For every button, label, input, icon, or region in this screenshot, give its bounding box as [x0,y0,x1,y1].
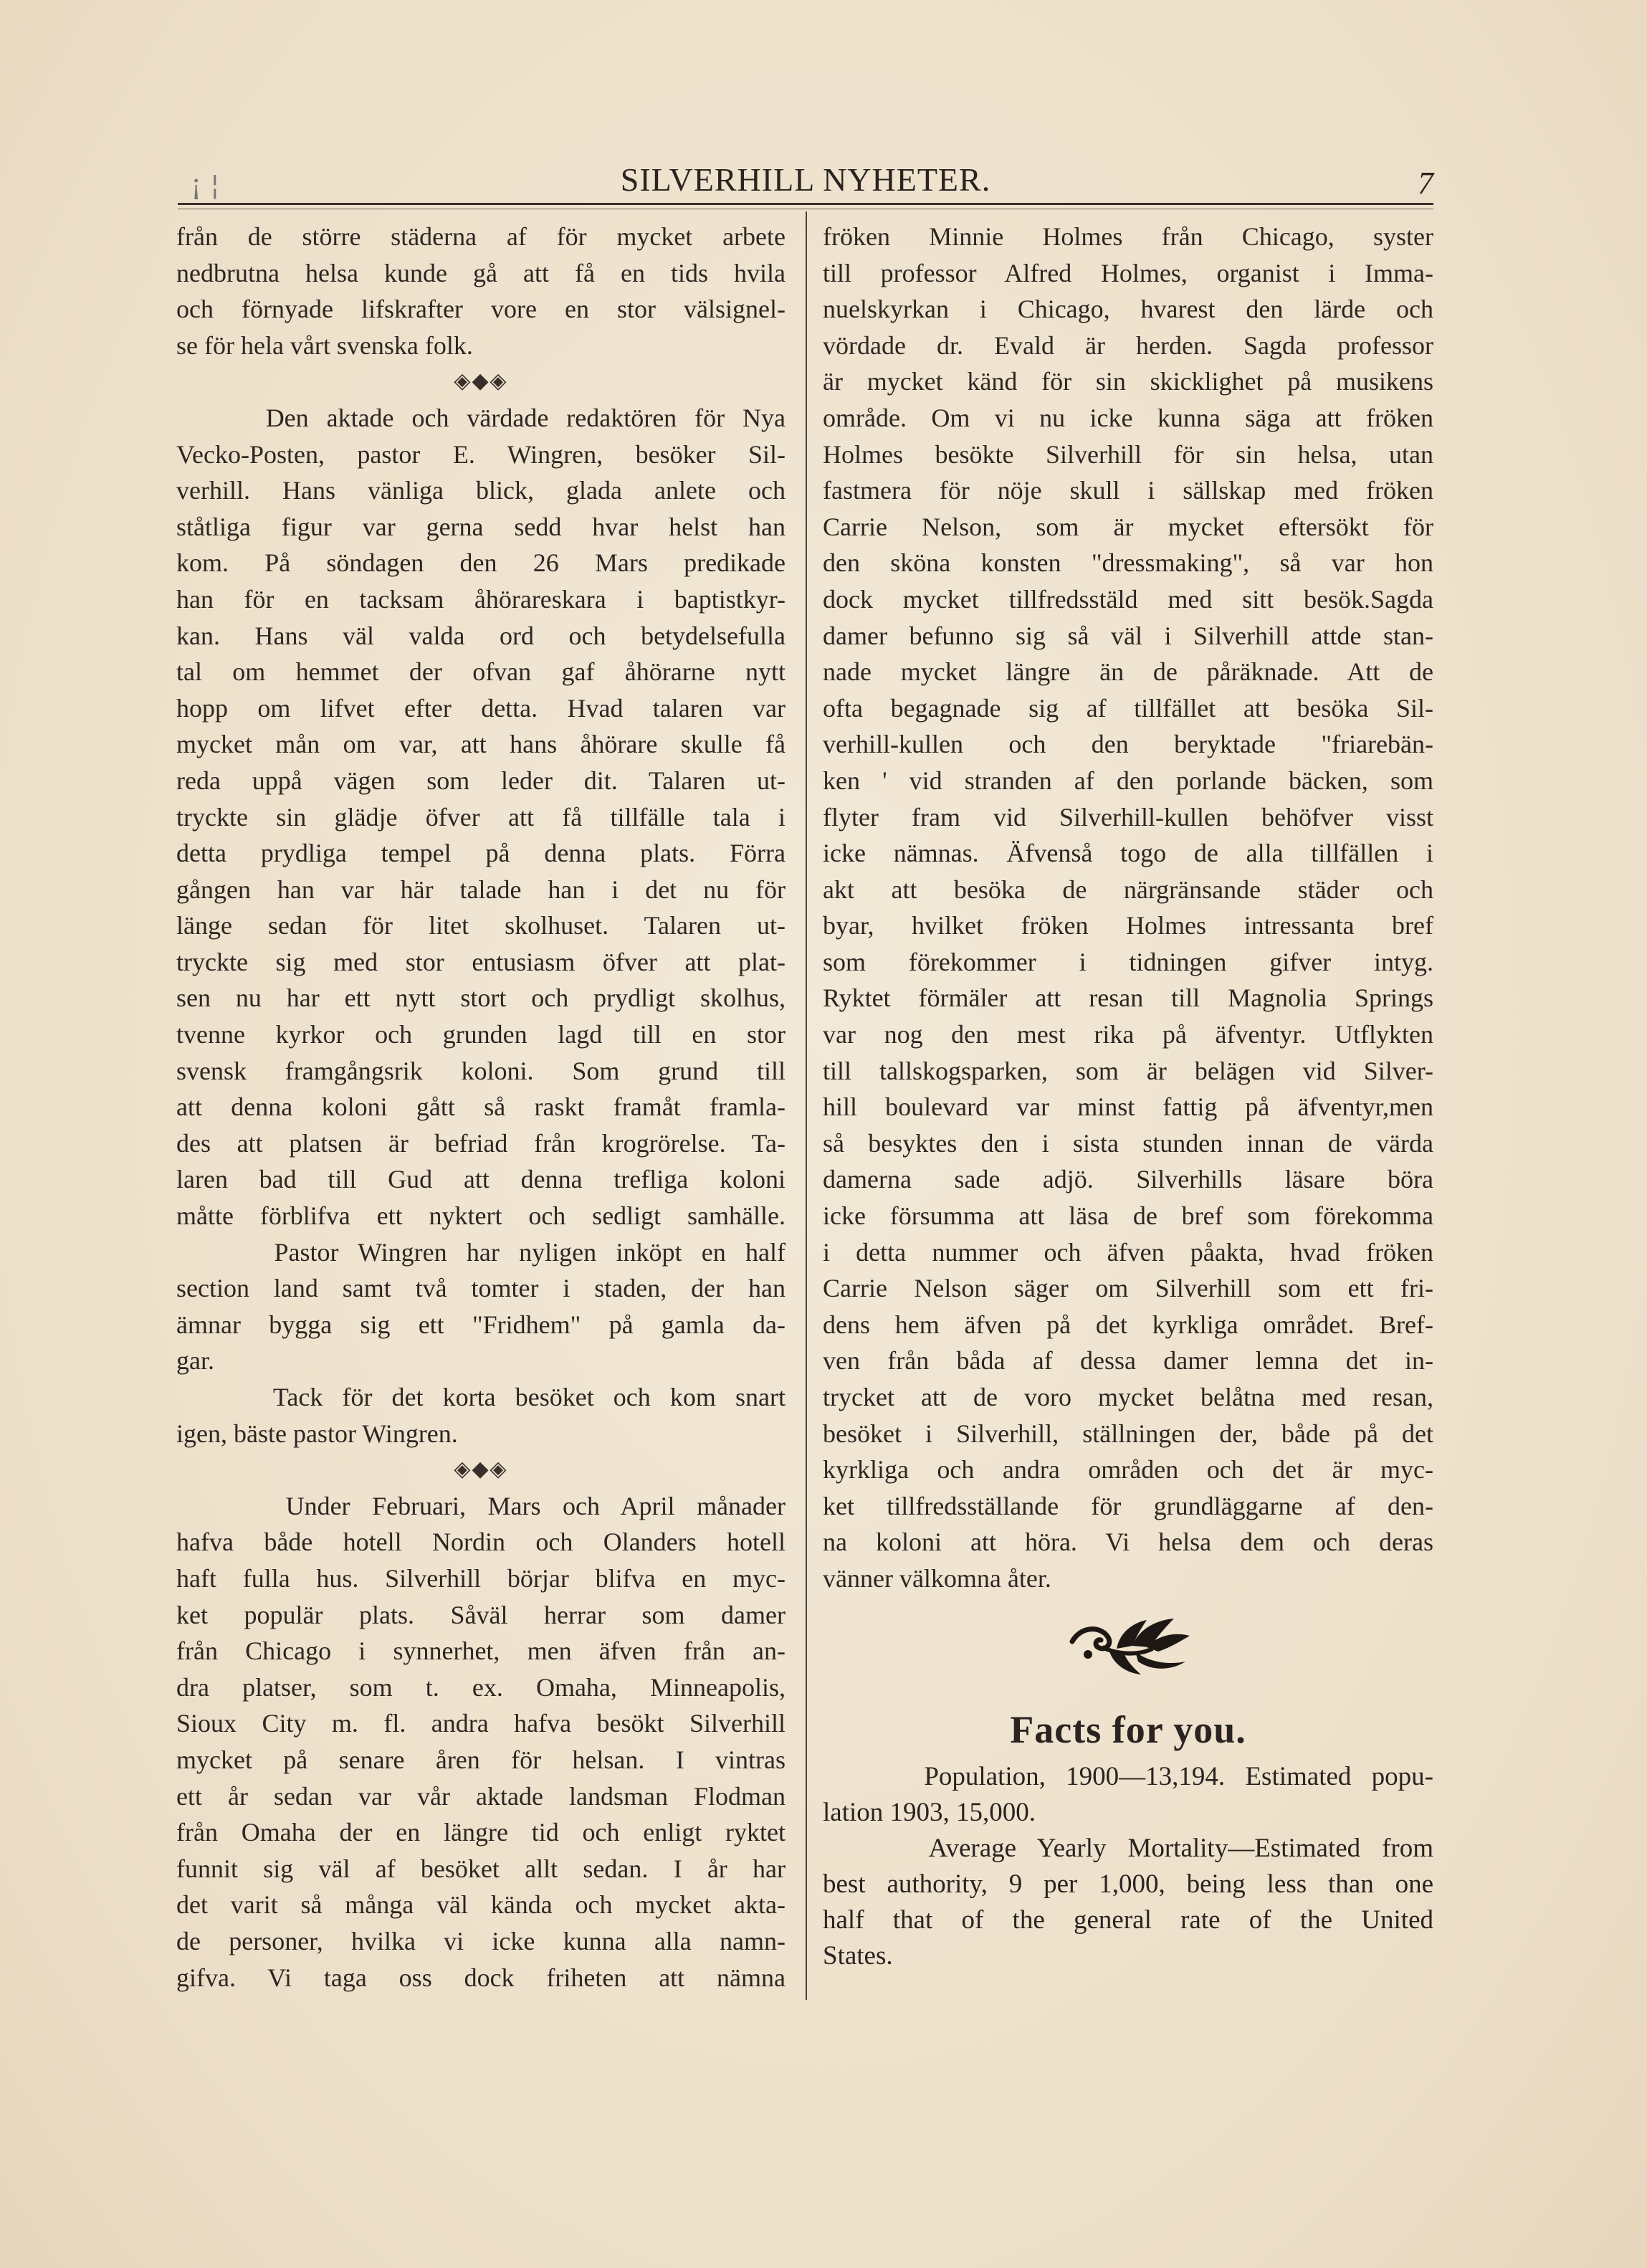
text-line: att denna koloni gått så raskt framåt framla- [176,1092,786,1122]
header-marks: ¡ ¦ [191,169,220,201]
text-line: igen, bäste pastor Wingren. [176,1419,458,1448]
text-line: från Omaha der en längre tid och enligt ryktet [176,1818,786,1847]
text-line: verhill-kullen och den beryktade "friarebän- [823,730,1433,759]
text-line: best authority, 9 per 1,000, being less than one [823,1869,1433,1899]
text-line: half that of the general rate of the United [823,1905,1433,1935]
text-line: dens hem äfven på det kyrkliga området. Bref- [823,1310,1433,1339]
text-line: Ryktet förmäler att resan till Magnolia Springs [823,983,1433,1013]
text-line: States. [823,1941,893,1971]
section-ornament: ◈◆◈ [454,1457,508,1482]
text-line: och förnyade lifskrafter vore en stor välsignel- [176,295,786,324]
text-line: icke försumma att läsa de bref som förekomma [823,1201,1433,1231]
text-line: från de större städerna af för mycket arbete [176,222,786,251]
text-line: na koloni att höra. Vi helsa dem och deras [823,1528,1433,1557]
text-line: länge sedan för litet skolhuset. Talaren ut- [176,911,786,940]
text-line: tal om hemmet der ofvan gaf åhörarne nytt [176,657,786,687]
text-line: fastmera för nöje skull i sällskap med fröken [823,476,1433,505]
facts-body [823,1759,1433,1974]
text-line: damer befunno sig så väl i Silverhill attde stan- [823,621,1433,650]
text-line: ket tillfredsställande för grundläggarne af den- [823,1491,1433,1520]
text-line: måtte förblifva ett nyktert och sedligt samhälle. [176,1201,786,1231]
text-line: laren bad till Gud att denna trefliga koloni [176,1165,786,1194]
text-line: nade mycket längre än de påräknade. Att de [823,657,1433,687]
text-line: sen nu har ett nytt stort och prydligt skolhus, [176,983,786,1013]
text-line: till professor Alfred Holmes, organist i Imma- [823,258,1433,287]
text-line: den sköna konsten "dressmaking", så var hon [823,548,1433,578]
text-line: ket populär plats. Såväl herrar som damer [176,1600,786,1629]
text-line: Den aktade och värdade redaktören för Nya [176,403,786,432]
text-line: des att platsen är befriad från krogrörelse. Ta- [176,1128,786,1158]
facts-box [823,1707,1433,1974]
text-line: Average Yearly Mortality—Estimated from [823,1834,1433,1863]
text-line: kyrkliga och andra områden och det är myc- [823,1455,1433,1485]
text-line: var nog den mest rika på äfventyr. Utflykten [823,1020,1433,1049]
text-line: från Chicago i synnerhet, men äfven från an- [176,1636,786,1666]
text-line: han för en tacksam åhörareskara i baptistkyr- [176,584,786,614]
page-number: 7 [1418,166,1433,201]
text-line: det varit så många väl kända och mycket akta- [176,1890,786,1920]
text-line: reda uppå vägen som leder dit. Talaren ut- [176,766,786,795]
text-line: fröken Minnie Holmes från Chicago, syster [823,222,1433,251]
text-line: kan. Hans väl valda ord och betydelsefulla [176,621,786,650]
text-line: gifva. Vi taga oss dock friheten att nämna [176,1963,786,1992]
text-line: kom. På söndagen den 26 Mars predikade [176,548,786,578]
text-line: verhill. Hans vänliga blick, glada anlete och [176,476,786,505]
text-line: ofta begagnade sig af tillfället att besöka Sil- [823,693,1433,723]
text-line: är mycket känd för sin skicklighet på musikens [823,367,1433,396]
text-line: trycket att de voro mycket belåtna med resan, [823,1383,1433,1411]
text-line: hill boulevard var minst fattig på äfventyr,men [823,1092,1433,1122]
text-line: område. Om vi nu icke kunna säga att fröken [823,403,1433,432]
text-line: detta prydliga tempel på denna plats. Förra [176,839,786,868]
page-header [178,159,1433,202]
section-ornament: ◈◆◈ [454,369,508,394]
text-line: som förekommer i tidningen gifver intyg. [823,947,1433,976]
text-line: dock mycket tillfredsstäld med sitt besök.Sagda [823,584,1433,614]
text-line: Tack för det korta besöket och kom snart [176,1383,786,1411]
text-line: se för hela vårt svenska folk. [176,330,473,360]
text-line: haft fulla hus. Silverhill börjar blifva en myc- [176,1563,786,1593]
text-line: besöket i Silverhill, ställningen der, både på det [823,1419,1433,1448]
text-line: i detta nummer och äfven påakta, hvad fröken [823,1237,1433,1267]
text-line: Holmes besökte Silverhill för sin helsa, utan [823,439,1433,469]
text-line: funnit sig väl af besöket allt sedan. I år har [176,1854,786,1883]
left-column [176,219,786,1996]
text-line: tryckte sig med stor entusiasm öfver att plat- [176,947,786,976]
text-line: till tallskogsparken, som är belägen vid Silver- [823,1056,1433,1085]
text-line: icke nämnas. Äfvenså togo de alla tillfällen i [823,839,1433,868]
text-line: svensk framgångsrik koloni. Som grund till [176,1056,786,1085]
text-line: ståtliga figur var gerna sedd hvar helst han [176,512,786,541]
text-line: ven från båda af dessa damer lemna det in- [823,1346,1433,1376]
text-line: så besyktes den i sista stunden innan de värda [823,1128,1433,1158]
text-line: gången han var här talade han i det nu för [176,875,786,904]
text-line: de personer, hvilka vi icke kunna alla namn- [176,1926,786,1955]
page-title: SILVERHILL NYHETER. [620,161,991,198]
text-line: gar. [176,1346,214,1376]
header-rule [178,203,1433,205]
text-line: damerna sade adjö. Silverhills läsare böra [823,1165,1433,1194]
text-line: Under Februari, Mars och April månader [176,1491,786,1520]
text-line: lation 1903, 15,000. [823,1798,1036,1827]
text-line: dra platser, som t. ex. Omaha, Minneapolis, [176,1672,786,1702]
text-line: hopp om lifvet efter detta. Hvad talaren var [176,693,786,723]
right-column [823,219,1433,1597]
text-line: ken ' vid stranden af den porlande bäcken, som [823,766,1433,795]
text-line: flyter fram vid Silverhill-kullen behöfver visst [823,802,1433,832]
text-line: Population, 1900—13,194. Estimated popu- [823,1762,1433,1791]
text-line: Pastor Wingren har nyligen inköpt en half [176,1237,786,1267]
fleuron-icon [1066,1604,1195,1683]
text-line: nedbrutna helsa kunde gå att få en tids hvila [176,258,786,287]
text-line: tvenne kyrkor och grunden lagd till en stor [176,1020,786,1049]
facts-title: Facts for you. [1010,1708,1246,1751]
text-line: mycket mån om var, att hans åhörare skulle få [176,730,786,759]
text-line: byar, hvilket fröken Holmes intressanta bref [823,911,1433,940]
text-line: section land samt två tomter i staden, der han [176,1274,786,1303]
text-line: hafva både hotell Nordin och Olanders hotell [176,1528,786,1557]
text-line: ämnar bygga sig ett "Fridhem" på gamla da- [176,1310,786,1339]
text-line: vänner välkomna åter. [823,1563,1051,1593]
text-line: akt att besöka de närgränsande städer och [823,875,1433,904]
text-line: mycket på senare åren för helsan. I vintras [176,1745,786,1774]
text-line: vördade dr. Evald är herden. Sagda professor [823,330,1433,360]
text-line: Carrie Nelson säger om Silverhill som ett fri- [823,1274,1433,1303]
text-line: tryckte sin glädje öfver att få tillfälle tala i [176,802,786,832]
text-line: ett år sedan var vår aktade landsman Flodman [176,1781,786,1811]
column-divider [806,211,807,2000]
text-line: Carrie Nelson, som är mycket eftersökt för [823,512,1433,541]
text-line: Sioux City m. fl. andra hafva besökt Silverhill [176,1709,786,1738]
text-line: Vecko-Posten, pastor E. Wingren, besöker Sil- [176,439,786,469]
text-line: nuelskyrkan i Chicago, hvarest den lärde och [823,295,1433,324]
